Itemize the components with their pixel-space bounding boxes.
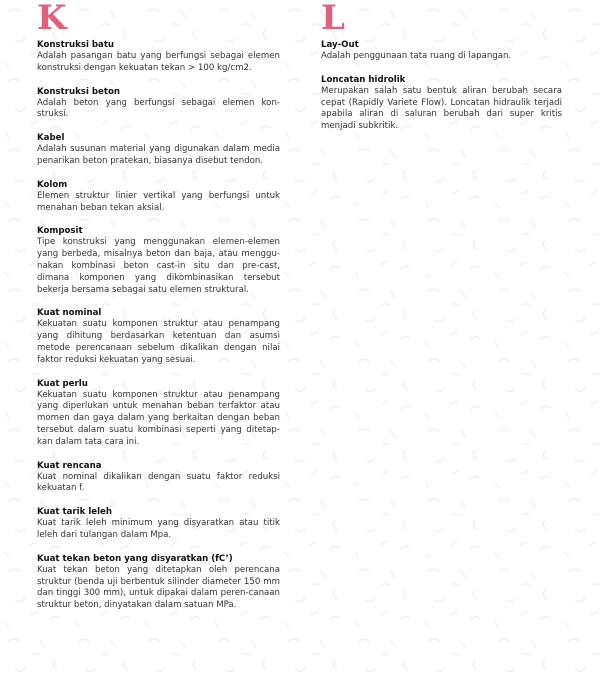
entry-term: Kuat tekan beton yang disyaratkan (fC’) — [37, 553, 233, 564]
glossary-entry — [37, 180, 280, 215]
entry-term: Kuat tarik leleh — [37, 507, 112, 518]
entry-definition: Kuat nominal dikalikan dengan suatu faktor reduksi kekuatan f. — [37, 471, 280, 494]
entry-definition: Kuat tekan beton yang ditetapkan oleh perencana struktur (benda uji berbentuk silinder diameter 150 mm dan tinggi 300 mm), untuk dipakai dalam peren-canaan struktur beton, dinyatakan dalam satuan MPa. — [37, 564, 280, 611]
glossary-entry — [37, 507, 280, 542]
glossary-column-l — [321, 0, 562, 145]
glossary-entry — [37, 87, 280, 122]
entry-term: Kuat nominal — [37, 308, 102, 319]
entry-definition: Kekuatan suatu komponen struktur atau penampang yang dihitung berdasarkan ketentuan dan asumsi metode perencanaan sebelum dikalikan dengan nilai faktor reduksi kekuatan yang sesuai. — [37, 319, 280, 365]
glossary-entry — [37, 379, 280, 449]
entry-definition: Adalah beton yang berfungsi sebagai elemen kon-struksi. — [37, 97, 280, 120]
glossary-entry — [37, 461, 280, 496]
glossary-entry — [37, 226, 280, 296]
glossary-column-k — [37, 0, 280, 624]
entry-definition: Merupakan salah satu bentuk aliran berubah secara cepat (Rapidly Variete Flow). Loncatan hidraulik terjadi apabila aliran di saluran berubah dari super kritis menjadi subkritik. — [321, 85, 562, 132]
entry-definition: Adalah penggunaan tata ruang di lapangan. — [321, 51, 512, 61]
entry-definition: Adalah susunan material yang digunakan dalam media penarikan beton pratekan, biasanya disebut tendon. — [37, 144, 280, 166]
entry-term: Lay-Out — [321, 40, 359, 50]
section-letter-k: K — [37, 0, 67, 38]
glossary-entry — [321, 40, 562, 63]
entry-term: Loncatan hidrolik — [321, 74, 406, 85]
entry-term: Komposit — [37, 226, 83, 237]
section-letter-l: L — [321, 0, 345, 38]
entry-term: Konstruksi batu — [37, 40, 115, 50]
glossary-entry — [37, 133, 280, 168]
entry-term: Kuat perlu — [37, 378, 88, 389]
glossary-entry — [37, 308, 280, 366]
glossary-entry — [321, 75, 562, 133]
entry-definition: Adalah pasangan batu yang berfungsi sebagai elemen konstruksi dengan kekuatan tekan > 100 kg/cm2. — [37, 51, 280, 73]
entry-term: Konstruksi beton — [37, 86, 120, 97]
entry-definition: Elemen struktur linier vertikal yang berfungsi untuk menahan beban tekan aksial. — [37, 190, 280, 213]
entry-definition: Tipe konstruksi yang menggunakan elemen-elemen yang berbeda, misalnya beton dan baja, atau menggu-nakan kombinasi beton cast-in situ dan pre-cast, dimana komponen yang dikombinasikan tersebut bekerja bersama sebagai satu elemen struktural. — [37, 237, 280, 295]
glossary-entry — [37, 40, 280, 75]
entry-definition: Kuat tarik leleh minimum yang disyaratkan atau titik leleh dari tulangan dalam Mpa. — [37, 518, 280, 540]
entry-term: Kuat rencana — [37, 460, 102, 471]
glossary-entry — [37, 554, 280, 612]
entry-term: Kolom — [37, 179, 68, 190]
entry-definition: Kekuatan suatu komponen struktur atau penampang yang diperlukan untuk menahan beban terfaktor atau momen dan gaya dalam yang berkaitan dengan beban tersebut dalam suatu kombinasi seperti yang ditetap-kan dalam tata cara ini. — [37, 389, 280, 447]
entry-term: Kabel — [37, 133, 65, 144]
